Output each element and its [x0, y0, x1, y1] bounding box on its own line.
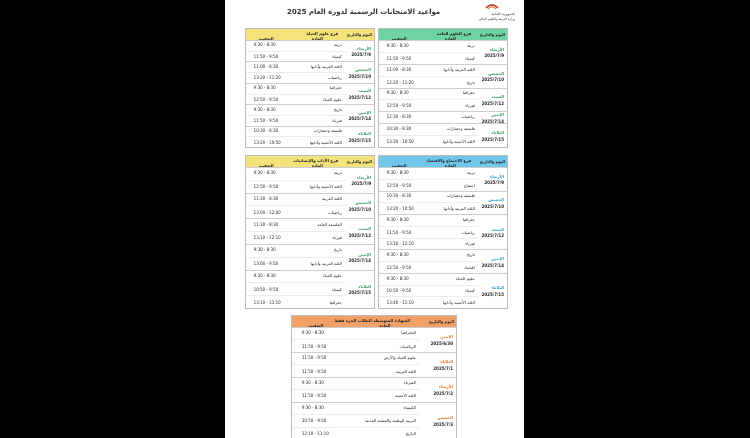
schedule-table-lh: [245, 155, 375, 309]
subject-cell: اللغة العربية: [321, 196, 342, 202]
schedule-table-ls: [245, 28, 375, 148]
subject-cell: كيمياء: [332, 286, 342, 292]
subject-cell: اللغة العربية: [395, 368, 416, 374]
time-cell: 11:30 - 8:30: [253, 221, 279, 227]
day-date: 2025/7/15: [348, 137, 371, 143]
day-date: 2025/7/10: [481, 203, 504, 209]
time-cell: 10:30 - 8:30: [386, 126, 412, 132]
day-date: 2025/7/2: [433, 390, 453, 396]
table-header: [379, 29, 507, 40]
day-date: 2025/7/9: [484, 180, 504, 186]
table-row: [246, 104, 346, 115]
subject-cell: اللغة الأجنبية وآدابها: [309, 184, 342, 190]
time-cell: 11:50 - 9:50: [301, 343, 327, 349]
branch-title: فرع العلوم العامة: [436, 30, 472, 36]
time-cell: 9:30 - 8:30: [253, 106, 276, 112]
branch-title: فرع الآداب والإنسانيات: [293, 157, 339, 163]
time-cell: 12:50 - 9:50: [386, 264, 412, 270]
table-row: [292, 327, 420, 339]
subject-cell: اللغة الأجنبية وآدابها: [442, 139, 475, 145]
day-date: 2025/7/9: [351, 181, 371, 187]
time-cell: 13:00 - 9:50: [253, 261, 279, 267]
table-header: [379, 156, 507, 167]
time-cell: 13:20 - 10:50: [253, 139, 281, 145]
table-row: [246, 180, 346, 194]
table-row: [292, 364, 420, 377]
time-cell: 11:50 - 9:50: [253, 54, 279, 60]
subject-cell: تاريخ: [333, 106, 342, 112]
time-cell: 9:30 - 8:30: [301, 379, 324, 385]
day-name: الإثنين: [440, 334, 453, 340]
time-cell: 9:30 - 8:30: [386, 90, 409, 96]
day-date: 2025/7/12: [481, 100, 504, 106]
time-cell: 9:30 - 8:30: [386, 275, 409, 281]
day-name: الإثنين: [358, 109, 371, 115]
table-row: [379, 167, 479, 179]
day-name: الإثنين: [491, 112, 504, 118]
table-row: [246, 136, 346, 148]
subject-cell: التاريخ: [405, 430, 416, 436]
time-cell: 9:30 - 8:30: [301, 330, 324, 336]
day-date: 2025/7/10: [348, 206, 371, 212]
day-name: الخميس: [488, 70, 504, 76]
subject-cell: جغرافيا: [462, 216, 475, 222]
time-cell: 9:30 - 8:30: [253, 272, 276, 278]
ministry-logo: [465, 2, 517, 24]
table-row: [379, 123, 479, 135]
day-name: السبت: [491, 94, 504, 100]
subject-cell: فلسفة وحضارات: [446, 126, 475, 132]
day-date: 2025/7/9: [484, 53, 504, 59]
header-subject: المادة: [379, 322, 391, 328]
day-name: الأربعاء: [357, 174, 371, 180]
day-date: 2025/7/3: [433, 421, 453, 427]
page-title: مواعيد الامتحانات الرسمية لدورة العام 2025: [287, 8, 441, 16]
ministry-line-1: الجمهورية اللبنانية: [491, 12, 515, 16]
time-cell: 12:30 - 8:30: [386, 114, 412, 120]
subject-cell: رياضيات: [460, 229, 475, 235]
time-cell: 9:30 - 8:30: [386, 252, 409, 258]
time-cell: 13:20 - 10:50: [386, 206, 414, 212]
subject-cell: اللغة العربية وآدابها: [443, 206, 475, 212]
subject-cell: تاريخ: [333, 247, 342, 253]
day-date: 2025/7/9: [351, 52, 371, 58]
subject-cell: جغرافيا: [329, 85, 342, 91]
header-day-date: اليوم والتاريخ: [428, 319, 454, 324]
header-time: التوقيت: [308, 322, 324, 328]
day-name: الأربعاء: [490, 46, 504, 52]
time-cell: 12:10 - 11:10: [301, 430, 329, 436]
subject-cell: فيزياء: [332, 118, 342, 124]
day-name: الأربعاء: [357, 45, 371, 51]
header-day-date: اليوم والتاريخ: [346, 32, 372, 37]
table-row: [292, 427, 420, 438]
table-header: [292, 316, 456, 327]
subject-cell: فلسفة وحضارات: [446, 193, 475, 199]
document-page: [225, 0, 524, 438]
time-cell: 12:50 - 9:50: [253, 184, 279, 190]
table-row: [246, 231, 346, 245]
time-cell: 9:30 - 8:30: [386, 42, 409, 48]
day-name: الأربعاء: [439, 384, 453, 390]
table-header: [246, 29, 374, 40]
header-subject: المادة: [444, 35, 456, 41]
day-name: السبت: [491, 226, 504, 232]
subject-cell: تربية: [467, 169, 475, 175]
subject-cell: الكيمياء: [403, 404, 416, 410]
time-cell: 13:40 - 11:10: [386, 300, 414, 306]
header-time: التوقيت: [391, 162, 407, 168]
table-row: [379, 296, 479, 309]
table-row: [246, 218, 346, 231]
subject-cell: الفيزياء: [403, 379, 416, 385]
time-cell: 12:50 - 9:50: [386, 103, 412, 109]
ministry-line-2: وزارة التربية والتعليم العالي: [478, 17, 515, 21]
time-cell: 11:00 - 8:30: [386, 66, 412, 72]
day-date: 2025/6/30: [430, 340, 453, 346]
table-row: [246, 270, 346, 283]
time-cell: 13:20 - 10:50: [386, 139, 414, 145]
subject-cell: اللغة الأجنبية وآدابها: [442, 300, 475, 306]
table-row: [246, 205, 346, 219]
day-name: الثلاثاء: [491, 285, 504, 291]
day-name: الخميس: [488, 197, 504, 203]
branch-title: الشهادة المتوسطة للطلاب الحرة فقط: [334, 317, 411, 323]
subject-cell: كيمياء: [465, 288, 475, 294]
header-subject: المادة: [311, 35, 323, 41]
header-subject: المادة: [444, 162, 456, 168]
day-name: الثلاثاء: [358, 131, 371, 137]
table-row: [246, 193, 346, 206]
schedule-table-se: [378, 155, 508, 309]
table-row: [246, 282, 346, 296]
time-cell: 11:50 - 9:50: [301, 368, 327, 374]
subject-cell: الفلسفة العامة: [317, 221, 342, 227]
table-row: [379, 88, 479, 100]
subject-cell: جغرافيا: [329, 299, 342, 305]
day-name: الإثنين: [491, 256, 504, 261]
subject-cell: رياضيات: [327, 209, 342, 215]
day-date: 2025/7/12: [348, 232, 371, 238]
day-name: الإثنين: [358, 251, 371, 257]
time-cell: 11:50 - 9:50: [386, 229, 412, 235]
subject-cell: تربية: [467, 42, 475, 48]
day-name: الأربعاء: [490, 173, 504, 179]
subject-cell: علوم الحياة والأرض: [383, 355, 416, 361]
page-header: [225, 0, 524, 28]
subject-cell: اللغة الأجنبية: [395, 393, 416, 399]
time-cell: 12:20 - 11:20: [386, 79, 414, 85]
time-cell: 9:30 - 8:30: [386, 216, 409, 222]
table-row: [246, 126, 346, 137]
branch-title: فرع الاجتماع والاقتصاد: [426, 157, 472, 163]
table-row: [246, 257, 346, 271]
subject-cell: تربية: [334, 42, 342, 48]
day-date: 2025/7/14: [481, 262, 504, 268]
subject-cell: تاريخ: [466, 79, 475, 85]
time-cell: 13:10 - 12:10: [253, 235, 281, 241]
time-cell: 11:50 - 9:50: [301, 355, 327, 361]
table-row: [379, 111, 479, 123]
header-day-date: اليوم والتاريخ: [479, 159, 505, 164]
time-cell: 9:30 - 8:30: [386, 169, 409, 175]
time-cell: 12:50 - 9:50: [253, 96, 279, 102]
schedule-table-bm: [291, 315, 457, 438]
day-date: 2025/7/15: [481, 136, 504, 142]
day-date: 2025/7/12: [348, 94, 371, 100]
day-name: السبت: [358, 226, 371, 232]
time-cell: 11:00 - 8:30: [253, 63, 279, 69]
table-row: [246, 167, 346, 180]
subject-cell: التربية الوطنية والتنشئة المدنية: [364, 418, 416, 424]
subject-cell: اللغة الأجنبية وآدابها: [309, 139, 342, 145]
time-cell: 12:50 - 9:50: [386, 182, 412, 188]
subject-cell: كيمياء: [465, 55, 475, 61]
day-date: 2025/7/14: [348, 116, 371, 122]
day-date: 2025/7/1: [433, 365, 453, 371]
subject-cell: فيزياء: [332, 235, 342, 241]
subject-cell: الرياضيات: [399, 343, 416, 349]
subject-cell: فلسفة وحضارات: [313, 127, 342, 133]
subject-cell: علوم الحياة: [322, 272, 342, 278]
time-cell: 10:50 - 9:50: [301, 418, 327, 424]
day-name: الخميس: [355, 67, 371, 73]
subject-cell: تاريخ: [466, 252, 475, 258]
time-cell: 9:30 - 8:30: [253, 42, 276, 48]
time-cell: 10:50 - 9:50: [386, 288, 412, 294]
day-name: الثلاثاء: [440, 359, 453, 365]
subject-cell: فيزياء: [465, 103, 475, 109]
subject-cell: جغرافيا: [462, 90, 475, 96]
time-cell: 13:00 - 12:00: [253, 209, 281, 215]
table-row: [292, 339, 420, 352]
header-day-date: اليوم والتاريخ: [479, 32, 505, 37]
subject-cell: رياضيات: [327, 75, 342, 81]
time-cell: 11:50 - 9:50: [386, 55, 412, 61]
subject-cell: اللغة العربية وآدابها: [310, 63, 342, 69]
day-date: 2025/7/15: [481, 291, 504, 297]
subject-cell: علوم الحياة: [455, 275, 475, 281]
time-cell: 13:10 - 11:10: [253, 299, 281, 305]
table-row: [379, 191, 479, 203]
table-row: [379, 64, 479, 76]
subject-cell: رياضيات: [460, 114, 475, 120]
table-row: [379, 40, 479, 52]
time-cell: 13:20 - 11:20: [253, 75, 281, 81]
subject-cell: تربية: [334, 170, 342, 176]
time-cell: 10:30 - 8:30: [253, 127, 279, 133]
table-row: [379, 135, 479, 148]
day-date: 2025/7/10: [481, 77, 504, 83]
table-row: [292, 402, 420, 414]
table-row: [246, 61, 346, 72]
ministry-emblem-icon: [485, 2, 499, 10]
table-header: [246, 156, 374, 167]
subject-cell: اجتماع: [464, 182, 475, 188]
day-date: 2025/7/12: [481, 233, 504, 239]
time-cell: 11:50 - 9:50: [301, 393, 327, 399]
header-subject: المادة: [311, 162, 323, 168]
header-time: التوقيت: [258, 35, 274, 41]
day-date: 2025/7/14: [481, 118, 504, 124]
time-cell: 13:10 - 12:10: [386, 241, 414, 247]
subject-cell: الجغرافيا: [401, 330, 416, 336]
table-row: [292, 389, 420, 402]
table-row: [292, 352, 420, 364]
header-time: التوقيت: [258, 162, 274, 168]
time-cell: 9:30 - 8:30: [253, 170, 276, 176]
schedule-table-ge: [378, 28, 508, 148]
time-cell: 11:30 - 8:30: [253, 196, 279, 202]
day-name: الثلاثاء: [358, 283, 371, 289]
time-cell: 9:30 - 8:30: [253, 247, 276, 253]
day-name: الخميس: [355, 200, 371, 206]
table-row: [292, 414, 420, 427]
branch-title: فرع علوم الحياة: [306, 30, 339, 36]
table-row: [246, 244, 346, 257]
day-date: 2025/7/10: [348, 73, 371, 79]
table-row: [379, 249, 479, 261]
subject-cell: اقتصاد: [464, 264, 475, 270]
time-cell: 11:50 - 9:50: [253, 118, 279, 124]
time-cell: 10:50 - 9:50: [253, 286, 279, 292]
day-date: 2025/7/15: [348, 290, 371, 296]
subject-cell: علوم الحياة: [322, 96, 342, 102]
table-row: [379, 214, 479, 226]
day-date: 2025/7/14: [348, 258, 371, 264]
subject-cell: فيزياء: [465, 241, 475, 247]
day-name: الخميس: [437, 415, 453, 421]
time-cell: 9:30 - 8:30: [301, 404, 324, 410]
header-time: التوقيت: [391, 35, 407, 41]
table-row: [246, 40, 346, 51]
time-cell: 10:30 - 8:30: [386, 193, 412, 199]
table-row: [246, 83, 346, 94]
table-row: [379, 273, 479, 285]
day-name: الثلاثاء: [491, 130, 504, 136]
table-row: [246, 295, 346, 309]
header-day-date: اليوم والتاريخ: [346, 159, 372, 164]
day-name: السبت: [358, 88, 371, 94]
table-row: [292, 377, 420, 389]
subject-cell: اللغة العربية وآدابها: [310, 261, 342, 267]
subject-cell: اللغة العربية وآدابها: [443, 66, 475, 72]
time-cell: 9:30 - 8:30: [253, 85, 276, 91]
subject-cell: كيمياء: [332, 54, 342, 60]
